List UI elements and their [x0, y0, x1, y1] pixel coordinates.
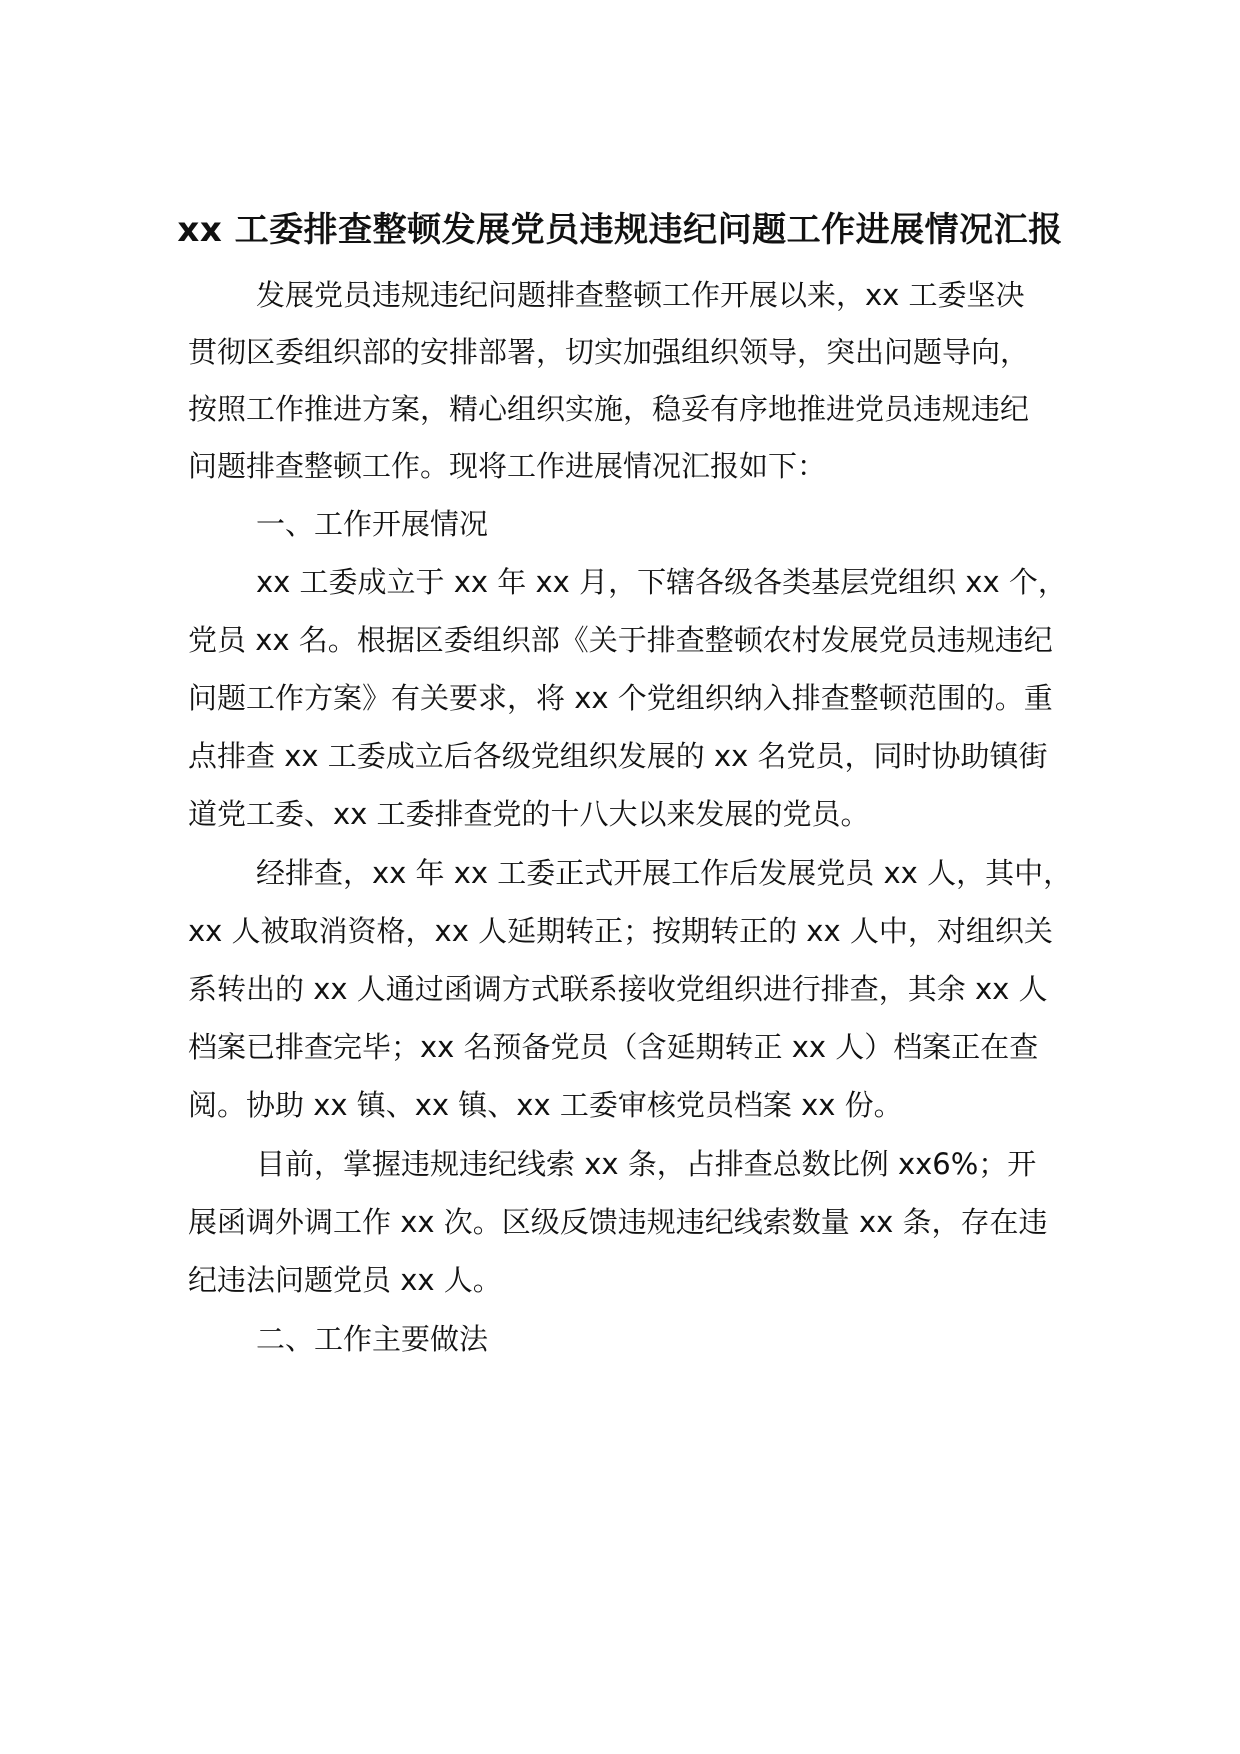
paragraph-overview-line-5: 道党工委、xx 工委排查党的十八大以来发展的党员。 — [188, 797, 870, 831]
section-heading-1: 一、工作开展情况 — [256, 507, 489, 541]
paragraph-findings-line-5: 阅。协助 xx 镇、xx 镇、xx 工委审核党员档案 xx 份。 — [188, 1088, 903, 1122]
paragraph-overview-line-1: xx 工委成立于 xx 年 xx 月，下辖各级各类基层党组织 xx 个， — [256, 565, 1067, 599]
paragraph-findings-line-2: xx 人被取消资格，xx 人延期转正；按期转正的 xx 人中，对组织关 — [188, 914, 1053, 948]
paragraph-current-line-2: 展函调外调工作 xx 次。区级反馈违规违纪线索数量 xx 条，存在违 — [188, 1205, 1048, 1239]
paragraph-current-line-3: 纪违法问题党员 xx 人。 — [188, 1263, 502, 1297]
paragraph-intro-line-3: 按照工作推进方案，精心组织实施，稳妥有序地推进党员违规违纪 — [188, 392, 1030, 426]
paragraph-findings-line-1: 经排查，xx 年 xx 工委正式开展工作后发展党员 xx 人，其中， — [256, 856, 1073, 890]
paragraph-current-line-1: 目前，掌握违规违纪线索 xx 条，占排查总数比例 xx6%；开 — [256, 1147, 1037, 1181]
paragraph-overview-line-2: 党员 xx 名。根据区委组织部《关于排查整顿农村发展党员违规违纪 — [188, 623, 1053, 657]
paragraph-findings-line-3: 系转出的 xx 人通过函调方式联系接收党组织进行排查，其余 xx 人 — [188, 972, 1048, 1006]
paragraph-intro-line-1: 发展党员违规违纪问题排查整顿工作开展以来，xx 工委坚决 — [256, 278, 1025, 312]
paragraph-overview-line-4: 点排查 xx 工委成立后各级党组织发展的 xx 名党员，同时协助镇街 — [188, 739, 1048, 773]
paragraph-overview-line-3: 问题工作方案》有关要求，将 xx 个党组织纳入排查整顿范围的。重 — [188, 681, 1053, 715]
section-heading-2: 二、工作主要做法 — [256, 1322, 489, 1356]
paragraph-intro-line-4: 问题排查整顿工作。现将工作进展情况汇报如下： — [188, 449, 827, 483]
document-title: xx 工委排查整顿发展党员违规违纪问题工作进展情况汇报 — [177, 210, 1063, 250]
paragraph-findings-line-4: 档案已排查完毕；xx 名预备党员（含延期转正 xx 人）档案正在查 — [188, 1030, 1039, 1064]
paragraph-intro-line-2: 贯彻区委组织部的安排部署，切实加强组织领导，突出问题导向， — [188, 335, 1030, 369]
